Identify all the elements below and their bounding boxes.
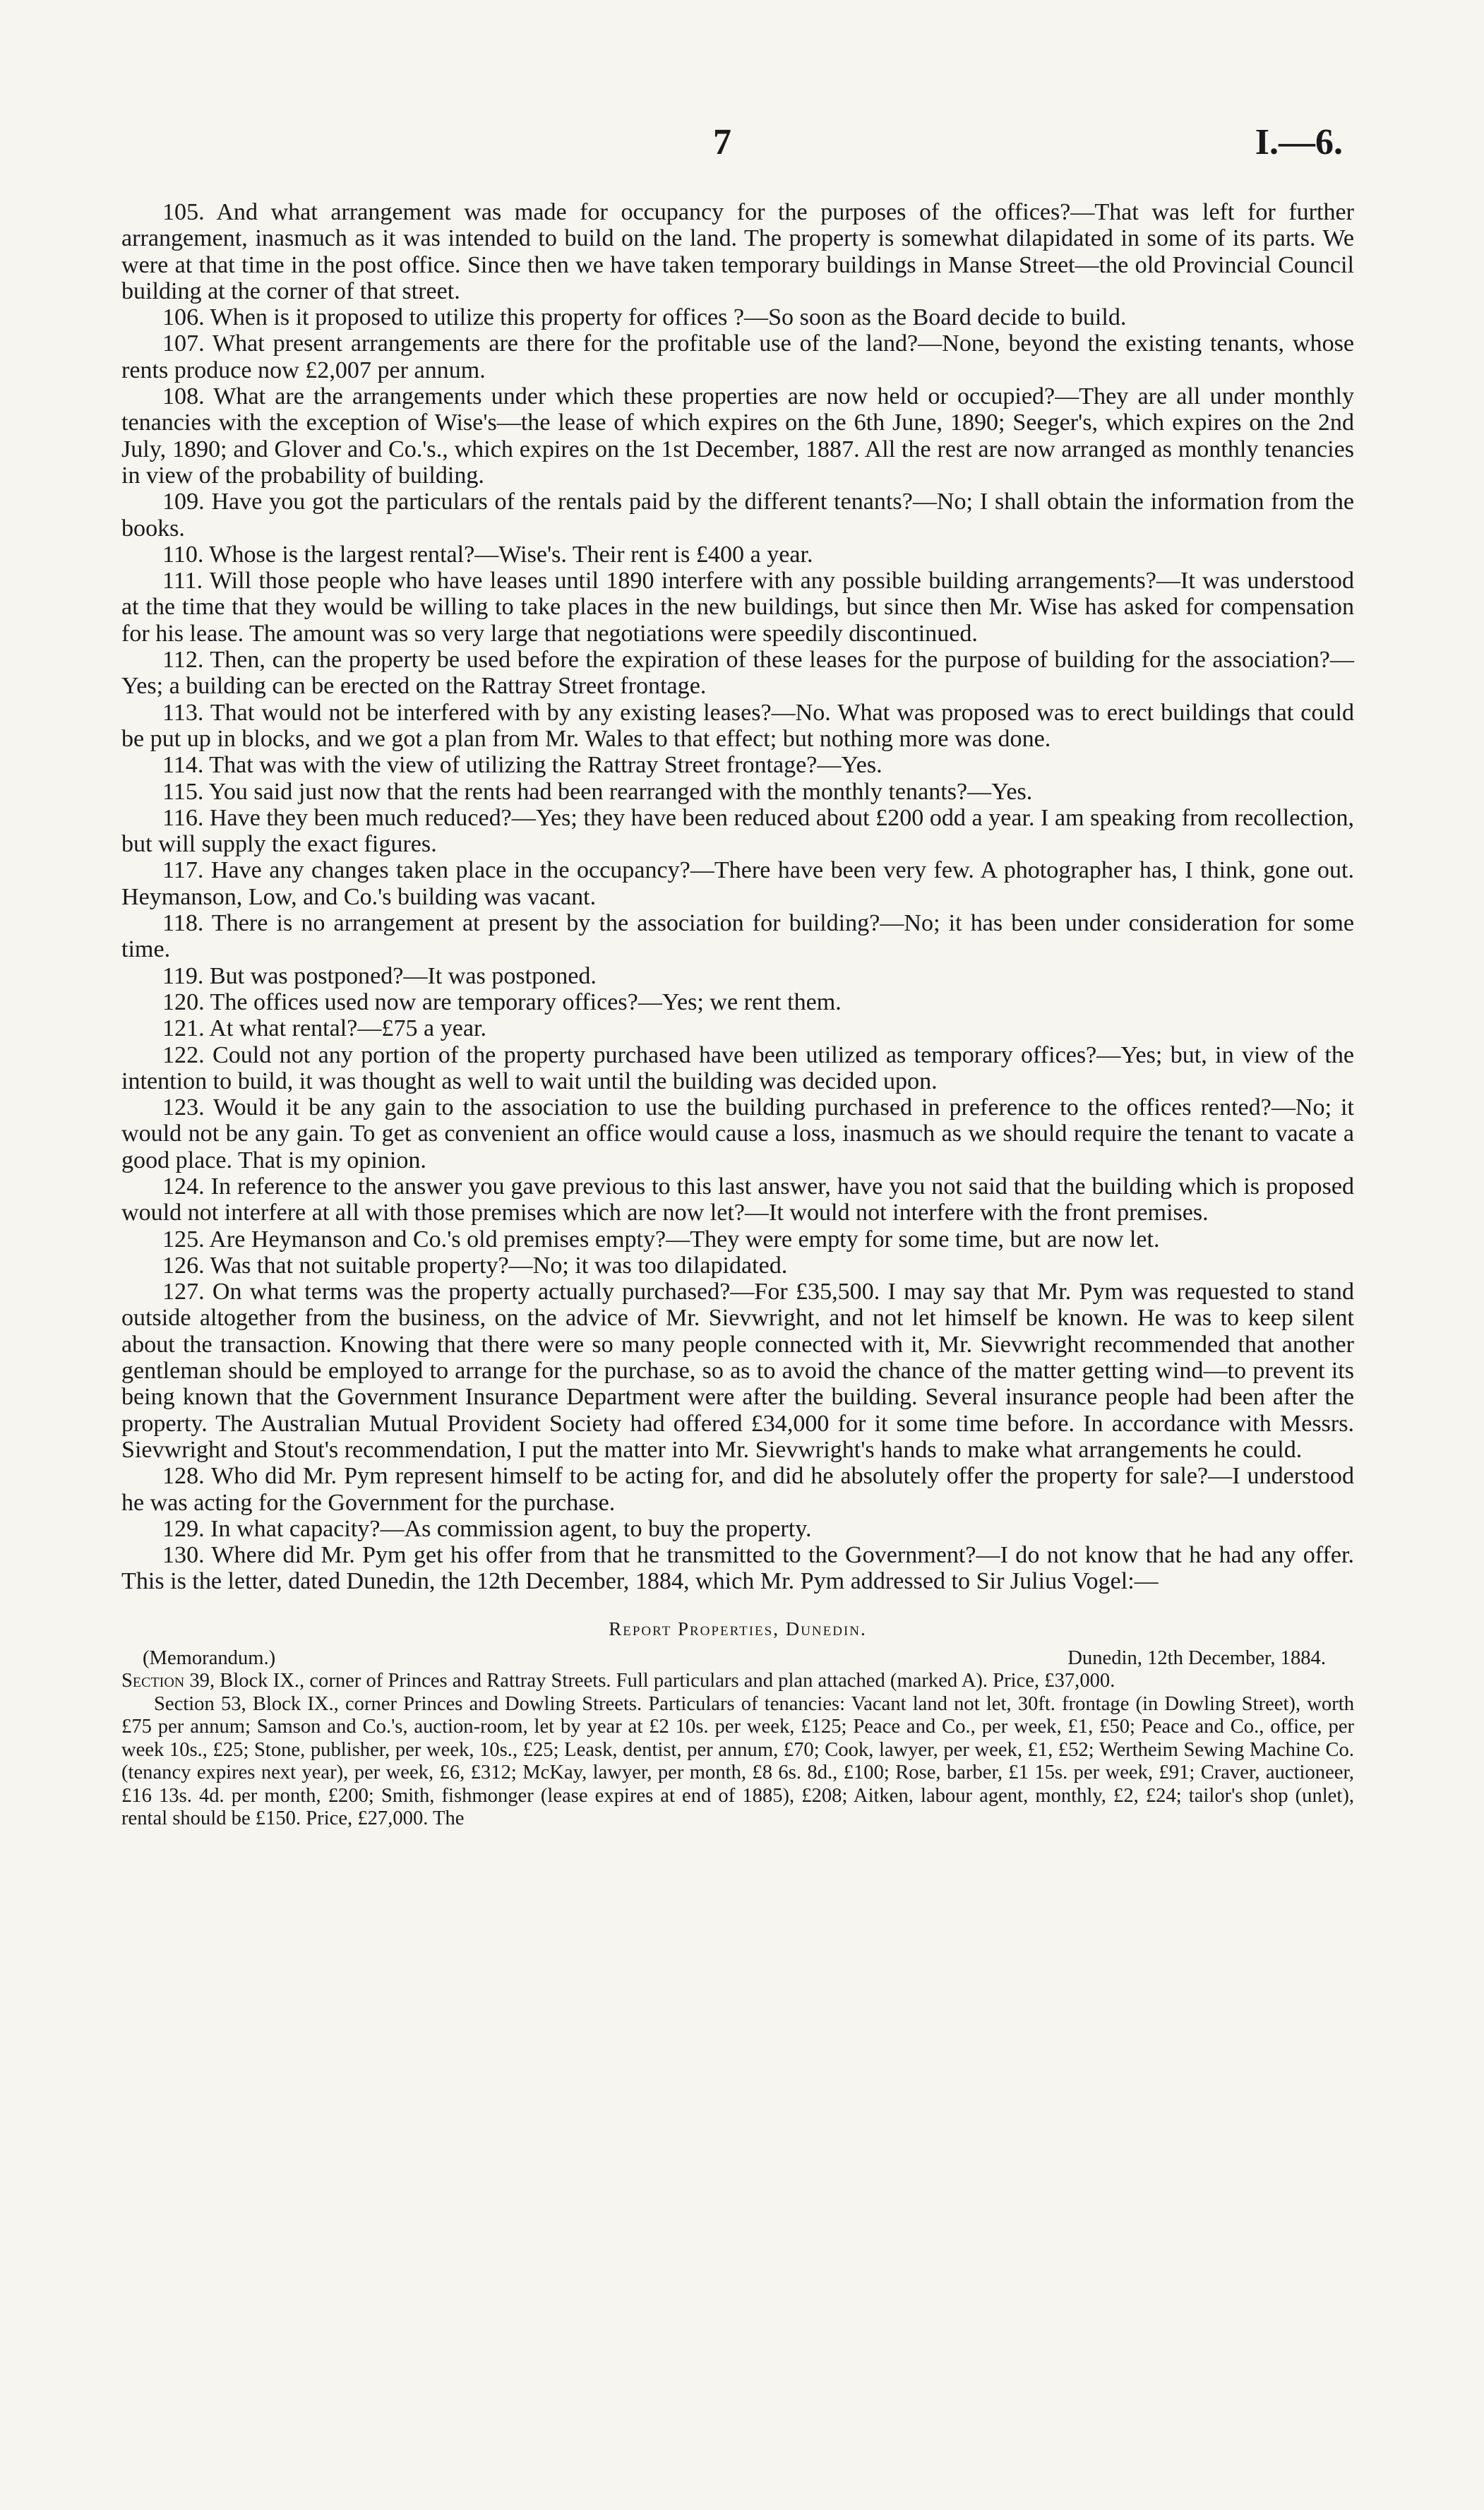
paragraph: 126. Was that not suitable property?—No; it was too dilapidated. bbox=[162, 1252, 788, 1279]
paragraph: 121. At what rental?—£75 a year. bbox=[162, 1015, 486, 1042]
memo-label: (Memorandum.) bbox=[143, 1647, 276, 1669]
memo-section-39-text: 39, Block IX., corner of Princes and Rattray Streets. Full particulars and plan attached (marked A). Price, £37,000. bbox=[184, 1670, 1115, 1692]
paragraph: 123. Would it be any gain to the association to use the building purchased in preference to the offices rented?—No; it would not be any gain. To get as convenient an office would cause a loss, inasmuch as we should require the tenant to vacate a good place. That is my opinion. bbox=[121, 1094, 1354, 1173]
paragraph: 125. Are Heymanson and Co.'s old premises empty?—They were empty for some time, but are now let. bbox=[162, 1226, 1160, 1253]
paragraph: 124. In reference to the answer you gave previous to this last answer, have you not said that the building which is proposed would not interfere at all with those premises which are now let?—It would not interfere with the front premises. bbox=[121, 1173, 1354, 1226]
paragraph: 119. But was postponed?—It was postponed. bbox=[162, 962, 597, 989]
paragraph: 116. Have they been much reduced?—Yes; they have been reduced about £200 odd a year. I am speaking from recollection, but will supply the exact figures. bbox=[121, 804, 1354, 858]
memo-section-39-label: Section bbox=[121, 1670, 185, 1692]
page-body bbox=[121, 199, 1354, 1831]
memo-date: Dunedin, 12th December, 1884. bbox=[1067, 1647, 1326, 1669]
memo-title: Report Properties, Dunedin. bbox=[609, 1618, 867, 1639]
memo-section-53: Section 53, Block IX., corner Princes and Dowling Streets. Particulars of tenancies: Vacant land not let, 30ft. frontage (in Dowling Street), worth £75 per annum; Samson and Co.'s, auction-room, let by year at £2 10s. per week, £125; Peace and Co., per week, £1, £50; Peace and Co., office, per week 10s., £25; Stone, publisher, per week, 10s., £25; Leask, dentist, per annum, £70; Cook, lawyer, per week, £1, £52; Wertheim Sewing Machine Co. (tenancy expires next year), per week, £6, £312; McKay, lawyer, per month, £8 6s. 8d., £100; Rose, barber, £1 15s. per week, £91; Craver, auctioneer, £16 13s. 4d. per month, £200; Smith, fishmonger (lease expires at end of 1885), £208; Aitken, labour agent, monthly, £2, £24; tailor's shop (unlet), rental should be £150. Price, £27,000. The bbox=[121, 1692, 1354, 1830]
paragraph: 107. What present arrangements are there for the profitable use of the land?—None, beyond the existing tenants, whose rents produce now £2,007 per annum. bbox=[121, 330, 1354, 383]
paragraph: 108. What are the arrangements under which these properties are now held or occupied?—They are all under monthly tenancies with the exception of Wise's—the lease of which expires on the 6th June, 1890; Seeger's, which expires on the 2nd July, 1890; and Glover and Co.'s., which expires on the 1st December, 1887. All the rest are now arranged as monthly tenancies in view of the probability of building. bbox=[121, 383, 1354, 489]
document-reference: I.—6. bbox=[1255, 122, 1343, 162]
paragraph: 110. Whose is the largest rental?—Wise's. Their rent is £400 a year. bbox=[162, 541, 813, 568]
memo-block bbox=[121, 1647, 1354, 1831]
paragraph: 129. In what capacity?—As commission agent, to buy the property. bbox=[162, 1515, 812, 1542]
page-number: 7 bbox=[713, 122, 731, 162]
paragraph: 128. Who did Mr. Pym represent himself to be acting for, and did he absolutely offer the property for sale?—I understood he was acting for the Government for the purchase. bbox=[121, 1463, 1354, 1516]
paragraph: 117. Have any changes taken place in the occupancy?—There have been very few. A photographer has, I think, gone out. Heymanson, Low, and Co.'s building was vacant. bbox=[121, 857, 1354, 910]
paragraph: 112. Then, can the property be used before the expiration of these leases for the purpose of building for the association?—Yes; a building can be erected on the Rattray Street frontage. bbox=[121, 647, 1354, 700]
paragraph: 114. That was with the view of utilizing the Rattray Street frontage?—Yes. bbox=[162, 752, 882, 779]
memo-section-39 bbox=[121, 1670, 1354, 1693]
paragraph: 118. There is no arrangement at present by the association for building?—No; it has been under consideration for some time. bbox=[121, 910, 1354, 963]
paragraph: 105. And what arrangement was made for occupancy for the purposes of the offices?—That was left for further arrangement, inasmuch as it was intended to build on the land. The property is somewhat dilapidated in some of its parts. We were at that time in the post office. Since then we have taken temporary buildings in Manse Street—the old Provincial Council building at the corner of that street. bbox=[121, 199, 1354, 304]
memo-header-line bbox=[121, 1647, 1354, 1671]
paragraph: 111. Will those people who have leases until 1890 interfere with any possible building arrangements?—It was understood at the time that they would be willing to take places in the new buildings, but since then Mr. Wise has asked for compensation for his lease. The amount was so very large that negotiations were speedily discontinued. bbox=[121, 568, 1354, 647]
paragraph: 113. That would not be interfered with by any existing leases?—No. What was proposed was to erect buildings that could be put up in blocks, and we got a plan from Mr. Wales to that effect; but nothing more was done. bbox=[121, 699, 1354, 752]
paragraph: 106. When is it proposed to utilize this property for offices ?—So soon as the Board decide to build. bbox=[162, 304, 1127, 331]
paragraph: 120. The offices used now are temporary offices?—Yes; we rent them. bbox=[162, 988, 842, 1015]
paragraph: 122. Could not any portion of the property purchased have been utilized as temporary offices?—Yes; but, in view of the intention to build, it was thought as well to wait until the building was decided upon. bbox=[121, 1041, 1354, 1094]
paragraph: 109. Have you got the particulars of the rentals paid by the different tenants?—No; I shall obtain the information from the books. bbox=[121, 489, 1354, 542]
paragraph: 115. You said just now that the rents had been rearranged with the monthly tenants?—Yes. bbox=[162, 778, 1033, 805]
paragraph: 130. Where did Mr. Pym get his offer from that he transmitted to the Government?—I do not know that he had any offer. This is the letter, dated Dunedin, the 12th December, 1884, which Mr. Pym addressed to Sir Julius Vogel:— bbox=[121, 1542, 1354, 1595]
paragraph: 127. On what terms was the property actually purchased?—For £35,500. I may say that Mr. Pym was requested to stand outside altogether from the business, on the advice of Mr. Sievwright, and not let himself be known. He was to keep silent about the transaction. Knowing that there were so many people connected with it, Mr. Sievwright recommended that another gentleman should be employed to arrange for the purchase, so as to avoid the chance of the matter getting wind—to prevent its being known that the Government Insurance Department were after the building. Several insurance people had been after the property. The Australian Mutual Provident Society had offered £34,000 for it some time before. In accordance with Messrs. Sievwright and Stout's recommendation, I put the matter into Mr. Sievwright's hands to make what arrangements he could. bbox=[121, 1279, 1354, 1463]
